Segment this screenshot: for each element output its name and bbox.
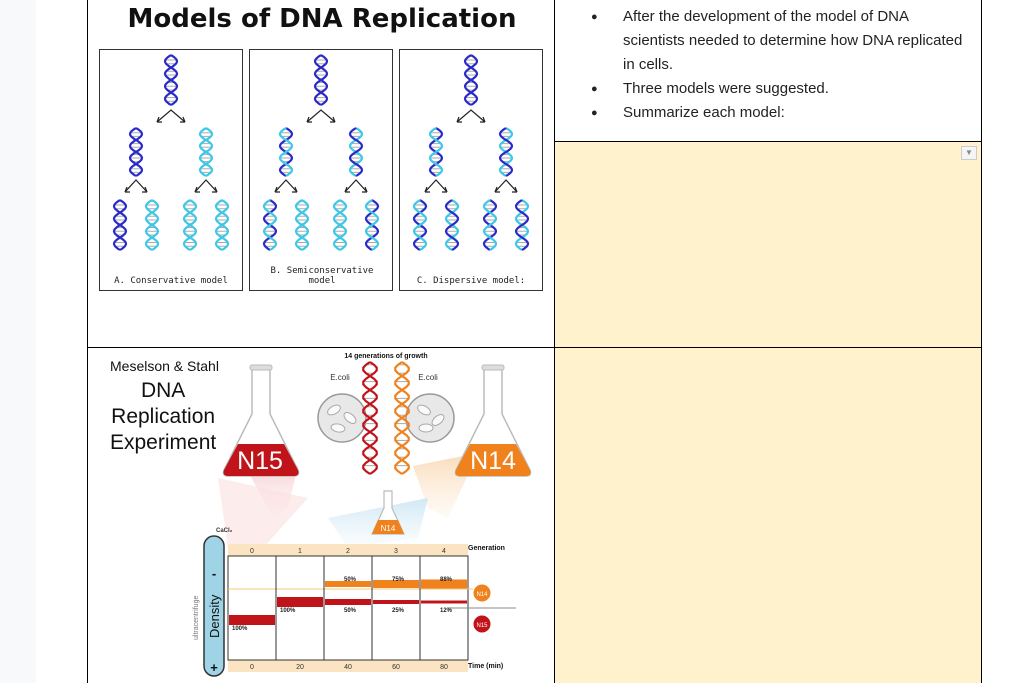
plus-sign: +	[210, 660, 218, 675]
dna-helix-icon	[184, 200, 196, 250]
legend-n14: N14	[476, 592, 488, 598]
cell-dropdown-icon[interactable]: ▼	[961, 146, 977, 160]
ecoli-label-left: E.coli	[330, 373, 350, 382]
caption-dispersive: C. Dispersive model:	[416, 276, 526, 286]
bullet-item: ● Three models were suggested.	[591, 77, 971, 101]
branch-arrow-icon	[457, 110, 485, 122]
dna-helix-icon	[280, 128, 292, 176]
caption-conservative: A. Conservative model	[114, 276, 228, 286]
band-percent-label: 100%	[232, 626, 248, 632]
experiment-header: Meselson & Stahl	[110, 358, 219, 374]
model-panel-dispersive	[399, 49, 543, 291]
branch-arrow-icon	[495, 180, 517, 192]
dna-helix-icon	[366, 200, 378, 250]
time-tick: 0	[250, 664, 254, 671]
dna-band	[421, 601, 467, 604]
cacl2-label: CaCl₂	[216, 528, 233, 534]
cell-experiment-notes[interactable]	[554, 347, 982, 683]
branch-arrow-icon	[195, 180, 217, 192]
dna-band	[325, 599, 371, 605]
semiconservative-diagram	[250, 50, 392, 265]
dna-band	[277, 597, 323, 607]
dna-helix-icon	[130, 128, 142, 176]
generation-tick: 2	[346, 548, 350, 555]
time-label: Time (min)	[468, 663, 504, 670]
dna-helix-icon	[146, 200, 158, 250]
caption-semiconservative: B. Semiconservative model	[270, 266, 374, 286]
dna-helix-icon	[484, 200, 496, 250]
small-flask-label: N14	[380, 524, 396, 533]
document-table	[87, 0, 982, 683]
minus-sign: -	[211, 566, 217, 581]
time-tick: 40	[344, 664, 352, 671]
experiment-title-line: Replication	[111, 405, 216, 428]
dna-band	[229, 615, 275, 625]
dna-helix-icon	[264, 200, 276, 250]
experiment-title-line: DNA	[140, 379, 186, 402]
cell-notes[interactable]	[554, 0, 982, 142]
branch-arrow-icon	[157, 110, 185, 122]
legend-n15: N15	[476, 623, 488, 629]
dna-helix-icon	[296, 200, 308, 250]
bacterium	[419, 424, 433, 432]
ultracentrifuge-label: ultracentrifuge	[193, 595, 200, 640]
growth-label: 14 generations of growth	[344, 353, 428, 360]
band-percent-label: 75%	[391, 577, 405, 583]
dna-helix-icon	[430, 128, 442, 176]
dna-helix-icon	[315, 55, 327, 105]
time-tick: 20	[296, 664, 304, 671]
branch-arrow-icon	[125, 180, 147, 192]
model-panel-semiconservative	[249, 49, 393, 291]
dna-helix-icon	[114, 200, 126, 250]
notes-bullet-list	[591, 5, 971, 125]
ecoli-label-right: E.coli	[418, 373, 438, 382]
generation-tick: 4	[442, 548, 446, 555]
band-percent-label: 25%	[391, 608, 405, 614]
band-percent-label: 50%	[343, 577, 357, 583]
bullet-item: ● Summarize each model:	[591, 101, 971, 125]
dna-helix-icon	[500, 128, 512, 176]
dna-band	[373, 600, 419, 604]
dna-helix-icon	[446, 200, 458, 250]
experiment-title-line: Experiment	[110, 431, 217, 454]
time-tick: 80	[440, 664, 448, 671]
generation-tick: 3	[394, 548, 398, 555]
dna-helix-icon	[414, 200, 426, 250]
dna-helix-icon	[465, 55, 477, 105]
dna-helix-icon	[216, 200, 228, 250]
generation-tick: 1	[298, 548, 302, 555]
experiment-illustration	[88, 348, 555, 683]
branch-arrow-icon	[345, 180, 367, 192]
dna-helix-icon	[516, 200, 528, 250]
branch-arrow-icon	[275, 180, 297, 192]
cell-summary-input[interactable]	[554, 141, 982, 348]
band-percent-label: 100%	[280, 608, 296, 614]
dna-helix-icon	[165, 55, 177, 105]
generation-label: Generation	[468, 545, 505, 552]
ecoli-dish-right	[406, 394, 454, 442]
band-percent-label: 88%	[439, 577, 453, 583]
model-panel-conservative	[99, 49, 243, 291]
branch-arrow-icon	[307, 110, 335, 122]
dispersive-diagram	[400, 50, 542, 265]
band-percent-label: 12%	[439, 608, 453, 614]
time-tick: 60	[392, 664, 400, 671]
cell-experiment[interactable]	[87, 347, 555, 683]
cell-dna-models[interactable]	[87, 0, 555, 348]
conservative-diagram	[100, 50, 242, 265]
dna-helix-icon	[334, 200, 346, 250]
n14-label: N14	[470, 447, 516, 475]
generation-tick: 0	[250, 548, 254, 555]
dna-helix-icon	[200, 128, 212, 176]
beam-left-lower	[218, 478, 308, 548]
dna-helix-icon	[350, 128, 362, 176]
ecoli-dish-left	[318, 394, 366, 442]
center-dna-helices	[363, 362, 408, 474]
density-label: Density	[207, 594, 222, 638]
branch-arrow-icon	[425, 180, 447, 192]
models-title: Models of DNA Replication	[127, 4, 517, 34]
n15-label: N15	[237, 447, 283, 475]
bullet-item: ● After the development of the model of DNA scientists needed to determine how DNA replicated in cells.	[591, 5, 971, 77]
band-percent-label: 50%	[343, 608, 357, 614]
